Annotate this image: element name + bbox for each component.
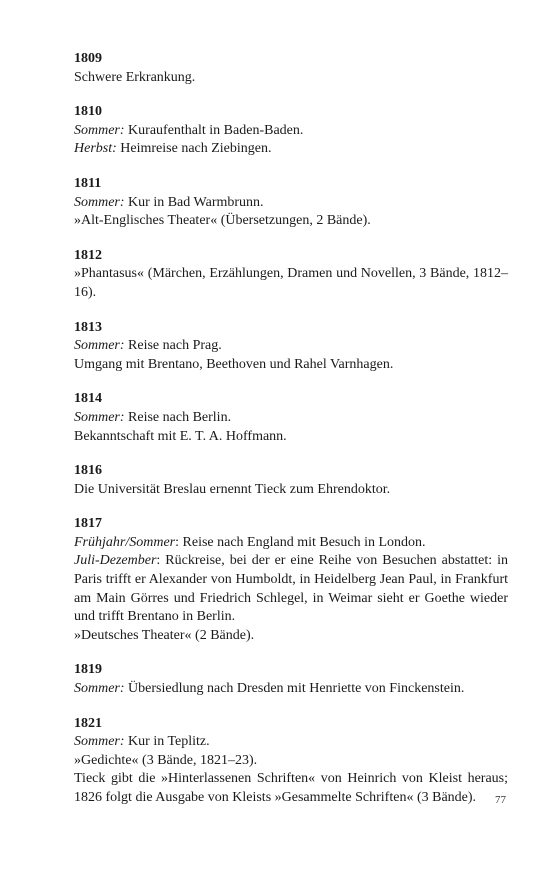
entry-text: »Deutsches Theater« (2 Bände). <box>74 627 255 643</box>
season-label: Herbst: <box>74 141 117 157</box>
year-heading: 1816 <box>74 463 102 479</box>
season-label: Frühjahr/Sommer <box>74 534 176 550</box>
entry-line <box>74 194 508 213</box>
year-entry-1809 <box>74 50 508 87</box>
entry-text: Tieck gibt die »Hinterlassenen Schriften« von Heinrich von Kleist heraus; 1826 folgt die Ausgabe von Kleists »Gesammelte Schriften« (3 Bände). <box>74 771 508 805</box>
season-label: Sommer: <box>74 681 125 697</box>
season-label: Sommer: <box>74 122 125 138</box>
entry-text: Schwere Erkrankung. <box>74 69 196 85</box>
entry-line <box>74 627 508 646</box>
entry-line <box>74 409 508 428</box>
season-label: Sommer: <box>74 338 125 354</box>
entry-text: »Gedichte« (3 Bände, 1821–23). <box>74 752 258 768</box>
year-entry-1811 <box>74 175 508 231</box>
year-entry-1814 <box>74 390 508 446</box>
entry-text: Umgang mit Brentano, Beethoven und Rahel Varnhagen. <box>74 356 394 372</box>
entry-line <box>74 481 508 500</box>
entry-line <box>74 733 508 752</box>
entry-text: Kur in Bad Warmbrunn. <box>124 194 264 210</box>
year-heading: 1819 <box>74 662 102 678</box>
year-heading: 1810 <box>74 104 102 120</box>
entry-text: »Alt-Englisches Theater« (Übersetzungen, 2 Bände). <box>74 213 371 229</box>
entry-line <box>74 552 508 626</box>
entry-text: Die Universität Breslau ernennt Tieck zum Ehrendoktor. <box>74 481 391 497</box>
entry-line <box>74 356 508 375</box>
entry-text: Kur in Teplitz. <box>124 734 210 750</box>
chronology-page <box>74 50 508 824</box>
entry-text: Bekanntschaft mit E. T. A. Hoffmann. <box>74 428 287 444</box>
entry-text: : Rückreise, bei der er eine Reihe von Besuchen abstattet: in Paris trifft er Alexander von Humboldt, in Heidelberg Jean Paul, in Frankfurt am Main Görres und Friedrich Schlegel, in Weimar sieht er Goethe wieder und trifft Brentano in Berlin. <box>74 553 508 625</box>
year-entry-1817 <box>74 515 508 645</box>
entry-line <box>74 534 508 553</box>
year-entry-1810 <box>74 103 508 159</box>
entry-line <box>74 752 508 771</box>
year-heading: 1813 <box>74 319 102 335</box>
year-entry-1812 <box>74 247 508 303</box>
year-entry-1821 <box>74 715 508 808</box>
year-heading: 1812 <box>74 247 102 263</box>
year-heading: 1811 <box>74 175 102 191</box>
entry-line <box>74 680 508 699</box>
year-entry-1816 <box>74 462 508 499</box>
season-label: Sommer: <box>74 734 125 750</box>
year-heading: 1821 <box>74 715 102 731</box>
entry-line <box>74 140 508 159</box>
season-label: Sommer: <box>74 409 125 425</box>
entry-line <box>74 770 508 807</box>
entry-text: Kuraufenthalt in Baden-Baden. <box>124 122 304 138</box>
year-heading: 1817 <box>74 516 102 532</box>
entry-line <box>74 428 508 447</box>
year-entry-1819 <box>74 661 508 698</box>
entry-line <box>74 122 508 141</box>
year-entry-1813 <box>74 319 508 375</box>
entry-line <box>74 337 508 356</box>
entry-line <box>74 69 508 88</box>
season-label: Juli-Dezember <box>74 553 157 569</box>
entry-text: Übersiedlung nach Dresden mit Henriette von Finckenstein. <box>124 681 465 697</box>
page-number: 77 <box>495 794 506 806</box>
entry-line <box>74 212 508 231</box>
entry-text: Heimreise nach Ziebingen. <box>116 141 272 157</box>
entry-text: »Phantasus« (Märchen, Erzählungen, Dramen und Novellen, 3 Bände, 1812–16). <box>74 266 508 300</box>
year-heading: 1814 <box>74 391 102 407</box>
entry-text: Reise nach Prag. <box>124 338 222 354</box>
year-heading: 1809 <box>74 51 102 66</box>
entry-text: : Reise nach England mit Besuch in London. <box>175 534 426 550</box>
entry-line <box>74 265 508 302</box>
entry-text: Reise nach Berlin. <box>124 409 232 425</box>
season-label: Sommer: <box>74 194 125 210</box>
